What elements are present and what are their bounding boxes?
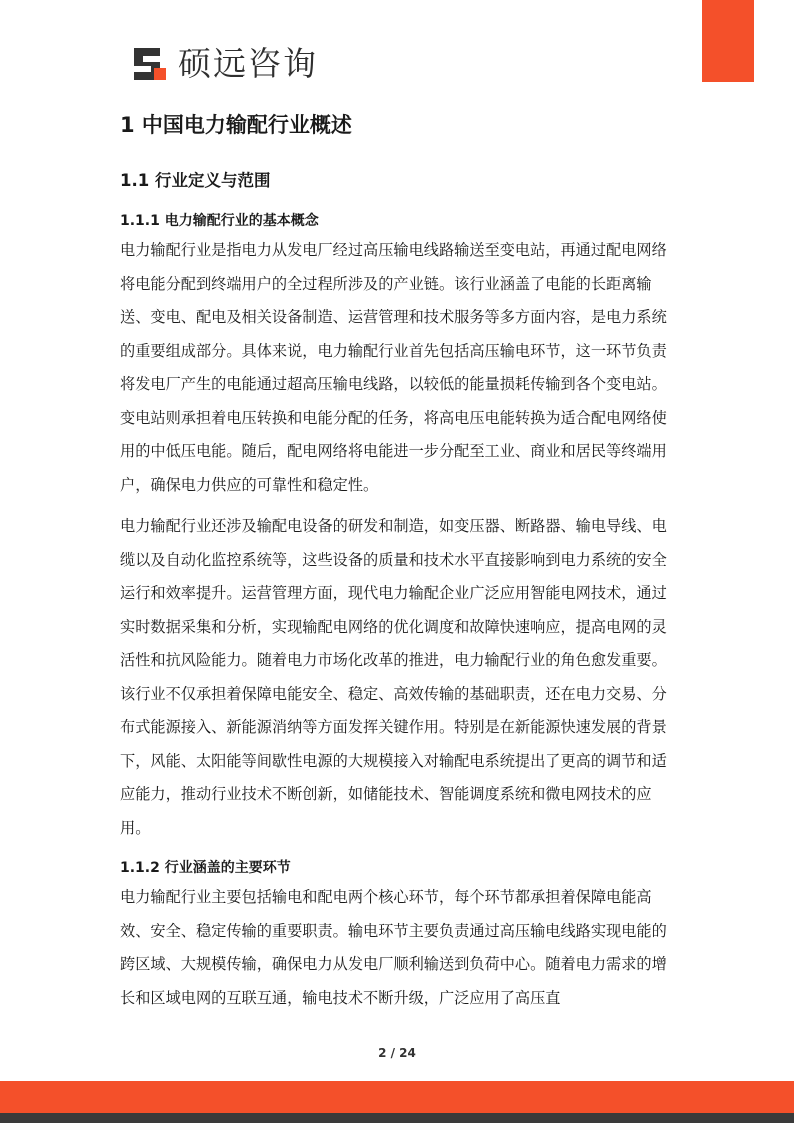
footer-accent-bar xyxy=(0,1081,794,1113)
section-heading: 1.1 行业定义与范围 xyxy=(120,171,271,190)
header-accent-tab xyxy=(702,0,754,82)
footer-dark-bar xyxy=(0,1113,794,1123)
page-number: 2 / 24 xyxy=(378,1046,416,1060)
paragraph-1: 电力输配行业是指电力从发电厂经过高压输电线路输送至变电站，再通过配电网络将电能分配到终端用户的全过程所涉及的产业链。该行业涵盖了电能的长距离输送、变电、配电及相关设备制造、运营管理和技术服务等多方面内容，是电力系统的重要组成部分。具体来说，电力输配行业首先包括高压输电环节，这一环节负责将发电厂产生的电能通过超高压输电线路，以较低的能量损耗传输到各个变电站。变电站则承担着电压转换和电能分配的任务，将高电压电能转换为适合配电网络使用的中低压电能。随后，配电网络将电能进一步分配至工业、商业和居民等终端用户，确保电力供应的可靠性和稳定性。 xyxy=(120,241,667,494)
brand-name: 硕远咨询 xyxy=(178,44,318,83)
brand-s-icon xyxy=(130,44,170,84)
chapter-heading: 1 中国电力输配行业概述 xyxy=(120,113,352,137)
document-body xyxy=(120,110,680,1015)
paragraph-2: 电力输配行业还涉及输配电设备的研发和制造，如变压器、断路器、输电导线、电缆以及自动化监控系统等，这些设备的质量和技术水平直接影响到电力系统的安全运行和效率提升。运营管理方面，现代电力输配企业广泛应用智能电网技术，通过实时数据采集和分析，实现输配电网络的优化调度和故障快速响应，提高电网的灵活性和抗风险能力。随着电力市场化改革的推进，电力输配行业的角色愈发重要。该行业不仅承担着保障电能安全、稳定、高效传输的基础职责，还在电力交易、分布式能源接入、新能源消纳等方面发挥关键作用。特别是在新能源快速发展的背景下，风能、太阳能等间歇性电源的大规模接入对输配电系统提出了更高的调节和适应能力，推动行业技术不断创新，如储能技术、智能调度系统和微电网技术的应用。 xyxy=(120,517,667,837)
subsection-heading-2: 1.1.2 行业涵盖的主要环节 xyxy=(120,860,291,876)
paragraph-3: 电力输配行业主要包括输电和配电两个核心环节，每个环节都承担着保障电能高效、安全、稳定传输的重要职责。输电环节主要负责通过高压输电线路实现电能的跨区域、大规模传输，确保电力从发电厂顺利输送到负荷中心。随着电力需求的增长和区域电网的互联互通，输电技术不断升级，广泛应用了高压直 xyxy=(120,888,667,1007)
brand-logo xyxy=(130,44,318,84)
subsection-heading-1: 1.1.1 电力输配行业的基本概念 xyxy=(120,213,319,229)
